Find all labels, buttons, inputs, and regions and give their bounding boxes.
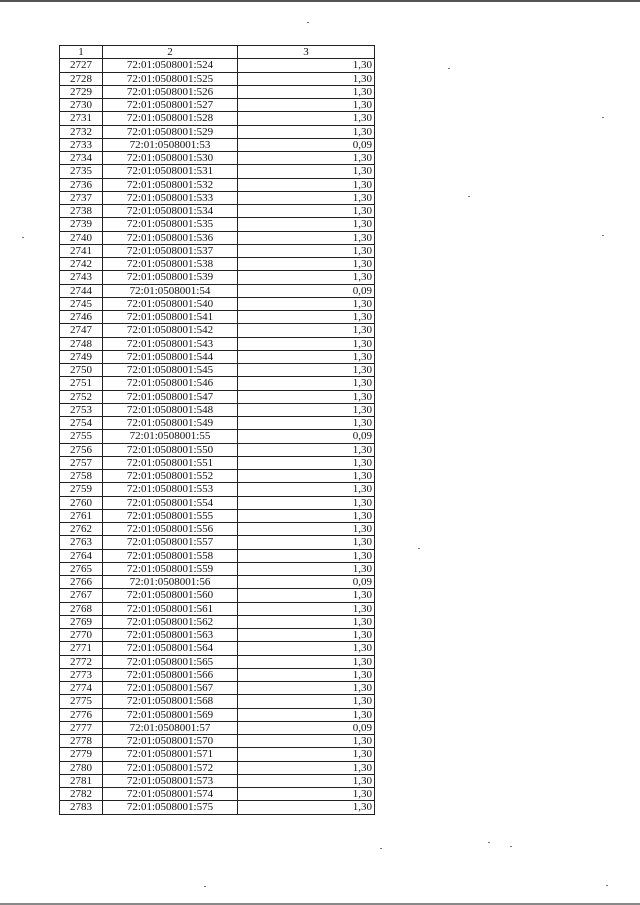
cadastral-number: 72:01:0508001:548 <box>103 403 238 416</box>
table-row <box>60 258 375 271</box>
cadastral-number: 72:01:0508001:566 <box>103 668 238 681</box>
table-body <box>60 59 375 814</box>
scan-speck <box>602 235 604 236</box>
row-number: 2763 <box>60 536 103 549</box>
row-number: 2760 <box>60 496 103 509</box>
area-value: 1,30 <box>238 417 375 430</box>
row-number: 2729 <box>60 85 103 98</box>
area-value: 1,30 <box>238 788 375 801</box>
area-value: 1,30 <box>238 364 375 377</box>
cadastral-number: 72:01:0508001:532 <box>103 178 238 191</box>
area-value: 1,30 <box>238 165 375 178</box>
cadastral-number: 72:01:0508001:561 <box>103 602 238 615</box>
area-value: 1,30 <box>238 629 375 642</box>
table-row <box>60 417 375 430</box>
row-number: 2783 <box>60 801 103 814</box>
row-number: 2733 <box>60 138 103 151</box>
cadastral-number: 72:01:0508001:545 <box>103 364 238 377</box>
cadastral-number: 72:01:0508001:531 <box>103 165 238 178</box>
table-row <box>60 191 375 204</box>
scan-speck <box>602 117 604 118</box>
table-header <box>60 46 375 59</box>
area-value: 1,30 <box>238 774 375 787</box>
area-value: 1,30 <box>238 72 375 85</box>
cadastral-number: 72:01:0508001:572 <box>103 761 238 774</box>
table-row <box>60 218 375 231</box>
cadastral-number: 72:01:0508001:539 <box>103 271 238 284</box>
cadastral-number: 72:01:0508001:525 <box>103 72 238 85</box>
area-value: 1,30 <box>238 735 375 748</box>
table-row <box>60 761 375 774</box>
area-value: 0,09 <box>238 721 375 734</box>
table-row <box>60 483 375 496</box>
cadastral-number: 72:01:0508001:535 <box>103 218 238 231</box>
cadastral-number: 72:01:0508001:557 <box>103 536 238 549</box>
cadastral-number: 72:01:0508001:567 <box>103 682 238 695</box>
area-value: 1,30 <box>238 377 375 390</box>
row-number: 2739 <box>60 218 103 231</box>
cadastral-number: 72:01:0508001:541 <box>103 311 238 324</box>
cadastral-number: 72:01:0508001:546 <box>103 377 238 390</box>
cadastral-number: 72:01:0508001:56 <box>103 576 238 589</box>
area-value: 1,30 <box>238 470 375 483</box>
cadastral-number: 72:01:0508001:55 <box>103 430 238 443</box>
cadastral-number: 72:01:0508001:553 <box>103 483 238 496</box>
row-number: 2754 <box>60 417 103 430</box>
table-row <box>60 72 375 85</box>
cadastral-number: 72:01:0508001:559 <box>103 562 238 575</box>
area-value: 1,30 <box>238 350 375 363</box>
cadastral-number: 72:01:0508001:575 <box>103 801 238 814</box>
cadastral-number: 72:01:0508001:556 <box>103 523 238 536</box>
scan-speck <box>22 237 24 238</box>
table-row <box>60 708 375 721</box>
area-value: 1,30 <box>238 178 375 191</box>
cadastral-number: 72:01:0508001:54 <box>103 284 238 297</box>
row-number: 2731 <box>60 112 103 125</box>
row-number: 2757 <box>60 456 103 469</box>
table-row <box>60 364 375 377</box>
row-number: 2734 <box>60 152 103 165</box>
area-value: 1,30 <box>238 483 375 496</box>
area-value: 1,30 <box>238 523 375 536</box>
table-row <box>60 668 375 681</box>
table-row <box>60 337 375 350</box>
row-number: 2745 <box>60 297 103 310</box>
cadastral-number: 72:01:0508001:536 <box>103 231 238 244</box>
table-row <box>60 642 375 655</box>
row-number: 2775 <box>60 695 103 708</box>
table-row <box>60 774 375 787</box>
cadastral-number: 72:01:0508001:549 <box>103 417 238 430</box>
area-value: 1,30 <box>238 748 375 761</box>
table-row <box>60 748 375 761</box>
table-row <box>60 549 375 562</box>
table-row <box>60 735 375 748</box>
row-number: 2765 <box>60 562 103 575</box>
area-value: 1,30 <box>238 695 375 708</box>
cadastral-number: 72:01:0508001:538 <box>103 258 238 271</box>
area-value: 1,30 <box>238 496 375 509</box>
area-value: 1,30 <box>238 682 375 695</box>
row-number: 2776 <box>60 708 103 721</box>
row-number: 2762 <box>60 523 103 536</box>
area-value: 1,30 <box>238 244 375 257</box>
table-row <box>60 576 375 589</box>
area-value: 1,30 <box>238 801 375 814</box>
area-value: 1,30 <box>238 297 375 310</box>
area-value: 1,30 <box>238 311 375 324</box>
cadastral-table <box>59 45 375 815</box>
area-value: 1,30 <box>238 152 375 165</box>
table-row <box>60 496 375 509</box>
cadastral-number: 72:01:0508001:555 <box>103 509 238 522</box>
area-value: 1,30 <box>238 536 375 549</box>
table-row <box>60 99 375 112</box>
row-number: 2770 <box>60 629 103 642</box>
cadastral-number: 72:01:0508001:534 <box>103 205 238 218</box>
area-value: 1,30 <box>238 655 375 668</box>
cadastral-number: 72:01:0508001:550 <box>103 443 238 456</box>
row-number: 2755 <box>60 430 103 443</box>
row-number: 2747 <box>60 324 103 337</box>
area-value: 1,30 <box>238 509 375 522</box>
cadastral-number: 72:01:0508001:542 <box>103 324 238 337</box>
area-value: 1,30 <box>238 390 375 403</box>
table-row <box>60 801 375 814</box>
cadastral-number: 72:01:0508001:540 <box>103 297 238 310</box>
row-number: 2737 <box>60 191 103 204</box>
table-row <box>60 721 375 734</box>
area-value: 1,30 <box>238 191 375 204</box>
row-number: 2752 <box>60 390 103 403</box>
row-number: 2748 <box>60 337 103 350</box>
table-row <box>60 456 375 469</box>
table-row <box>60 377 375 390</box>
area-value: 1,30 <box>238 708 375 721</box>
row-number: 2779 <box>60 748 103 761</box>
cadastral-number: 72:01:0508001:526 <box>103 85 238 98</box>
row-number: 2736 <box>60 178 103 191</box>
row-number: 2777 <box>60 721 103 734</box>
cadastral-number: 72:01:0508001:57 <box>103 721 238 734</box>
row-number: 2735 <box>60 165 103 178</box>
table-row <box>60 430 375 443</box>
row-number: 2741 <box>60 244 103 257</box>
row-number: 2773 <box>60 668 103 681</box>
table-row <box>60 205 375 218</box>
scan-speck <box>204 886 206 887</box>
row-number: 2766 <box>60 576 103 589</box>
area-value: 1,30 <box>238 59 375 72</box>
table-row <box>60 152 375 165</box>
row-number: 2782 <box>60 788 103 801</box>
row-number: 2778 <box>60 735 103 748</box>
area-value: 1,30 <box>238 761 375 774</box>
cadastral-number: 72:01:0508001:547 <box>103 390 238 403</box>
cadastral-number: 72:01:0508001:573 <box>103 774 238 787</box>
row-number: 2756 <box>60 443 103 456</box>
table-row <box>60 350 375 363</box>
area-value: 0,09 <box>238 284 375 297</box>
row-number: 2753 <box>60 403 103 416</box>
table-row <box>60 271 375 284</box>
cadastral-number: 72:01:0508001:527 <box>103 99 238 112</box>
table-row <box>60 602 375 615</box>
table-row <box>60 562 375 575</box>
column-header-1: 1 <box>60 46 103 59</box>
cadastral-number: 72:01:0508001:562 <box>103 615 238 628</box>
cadastral-number: 72:01:0508001:537 <box>103 244 238 257</box>
area-value: 0,09 <box>238 430 375 443</box>
cadastral-number: 72:01:0508001:568 <box>103 695 238 708</box>
row-number: 2781 <box>60 774 103 787</box>
area-value: 1,30 <box>238 589 375 602</box>
cadastral-number: 72:01:0508001:551 <box>103 456 238 469</box>
cadastral-number: 72:01:0508001:530 <box>103 152 238 165</box>
table-row <box>60 297 375 310</box>
cadastral-number: 72:01:0508001:574 <box>103 788 238 801</box>
cadastral-number: 72:01:0508001:570 <box>103 735 238 748</box>
area-value: 1,30 <box>238 403 375 416</box>
row-number: 2746 <box>60 311 103 324</box>
table-row <box>60 682 375 695</box>
cadastral-number: 72:01:0508001:529 <box>103 125 238 138</box>
table-row <box>60 695 375 708</box>
table-row <box>60 403 375 416</box>
row-number: 2780 <box>60 761 103 774</box>
table-row <box>60 629 375 642</box>
table-row <box>60 324 375 337</box>
cadastral-number: 72:01:0508001:571 <box>103 748 238 761</box>
column-header-3: 3 <box>238 46 375 59</box>
row-number: 2771 <box>60 642 103 655</box>
table-row <box>60 443 375 456</box>
cadastral-number: 72:01:0508001:544 <box>103 350 238 363</box>
table-row <box>60 615 375 628</box>
area-value: 1,30 <box>238 85 375 98</box>
row-number: 2732 <box>60 125 103 138</box>
area-value: 1,30 <box>238 549 375 562</box>
row-number: 2740 <box>60 231 103 244</box>
cadastral-number: 72:01:0508001:560 <box>103 589 238 602</box>
cadastral-number: 72:01:0508001:533 <box>103 191 238 204</box>
cadastral-number: 72:01:0508001:543 <box>103 337 238 350</box>
header-row <box>60 46 375 59</box>
table-row <box>60 536 375 549</box>
scan-speck <box>510 846 512 847</box>
row-number: 2751 <box>60 377 103 390</box>
table-row <box>60 165 375 178</box>
table-row <box>60 788 375 801</box>
cadastral-number: 72:01:0508001:563 <box>103 629 238 642</box>
area-value: 1,30 <box>238 668 375 681</box>
row-number: 2758 <box>60 470 103 483</box>
table-row <box>60 284 375 297</box>
table-row <box>60 390 375 403</box>
area-value: 1,30 <box>238 271 375 284</box>
table-row <box>60 138 375 151</box>
table-row <box>60 509 375 522</box>
table-row <box>60 231 375 244</box>
area-value: 1,30 <box>238 218 375 231</box>
row-number: 2769 <box>60 615 103 628</box>
page-top-edge <box>0 0 640 2</box>
scan-speck <box>606 885 608 886</box>
area-value: 1,30 <box>238 602 375 615</box>
row-number: 2772 <box>60 655 103 668</box>
area-value: 1,30 <box>238 337 375 350</box>
area-value: 0,09 <box>238 138 375 151</box>
row-number: 2730 <box>60 99 103 112</box>
area-value: 1,30 <box>238 615 375 628</box>
row-number: 2743 <box>60 271 103 284</box>
scan-speck <box>448 68 450 69</box>
row-number: 2728 <box>60 72 103 85</box>
table-row <box>60 178 375 191</box>
cadastral-number: 72:01:0508001:564 <box>103 642 238 655</box>
cadastral-number: 72:01:0508001:552 <box>103 470 238 483</box>
scan-speck <box>380 848 382 849</box>
scan-speck <box>488 842 490 843</box>
column-header-2: 2 <box>103 46 238 59</box>
scan-speck <box>307 22 309 23</box>
row-number: 2774 <box>60 682 103 695</box>
row-number: 2727 <box>60 59 103 72</box>
scan-speck <box>468 196 470 197</box>
cadastral-number: 72:01:0508001:53 <box>103 138 238 151</box>
row-number: 2761 <box>60 509 103 522</box>
cadastral-number: 72:01:0508001:569 <box>103 708 238 721</box>
area-value: 0,09 <box>238 576 375 589</box>
area-value: 1,30 <box>238 112 375 125</box>
table-row <box>60 470 375 483</box>
cadastral-number: 72:01:0508001:554 <box>103 496 238 509</box>
area-value: 1,30 <box>238 456 375 469</box>
cadastral-number: 72:01:0508001:565 <box>103 655 238 668</box>
table-row <box>60 125 375 138</box>
area-value: 1,30 <box>238 443 375 456</box>
table-row <box>60 85 375 98</box>
area-value: 1,30 <box>238 205 375 218</box>
row-number: 2744 <box>60 284 103 297</box>
row-number: 2764 <box>60 549 103 562</box>
area-value: 1,30 <box>238 231 375 244</box>
cadastral-number: 72:01:0508001:528 <box>103 112 238 125</box>
table-row <box>60 523 375 536</box>
row-number: 2750 <box>60 364 103 377</box>
row-number: 2768 <box>60 602 103 615</box>
row-number: 2738 <box>60 205 103 218</box>
table-row <box>60 655 375 668</box>
row-number: 2759 <box>60 483 103 496</box>
area-value: 1,30 <box>238 125 375 138</box>
row-number: 2742 <box>60 258 103 271</box>
area-value: 1,30 <box>238 562 375 575</box>
area-value: 1,30 <box>238 258 375 271</box>
table-row <box>60 311 375 324</box>
scan-speck <box>418 548 420 549</box>
table-row <box>60 589 375 602</box>
cadastral-number: 72:01:0508001:524 <box>103 59 238 72</box>
row-number: 2749 <box>60 350 103 363</box>
table-row <box>60 244 375 257</box>
table-row <box>60 112 375 125</box>
table-row <box>60 59 375 72</box>
cadastral-number: 72:01:0508001:558 <box>103 549 238 562</box>
row-number: 2767 <box>60 589 103 602</box>
area-value: 1,30 <box>238 324 375 337</box>
area-value: 1,30 <box>238 99 375 112</box>
area-value: 1,30 <box>238 642 375 655</box>
